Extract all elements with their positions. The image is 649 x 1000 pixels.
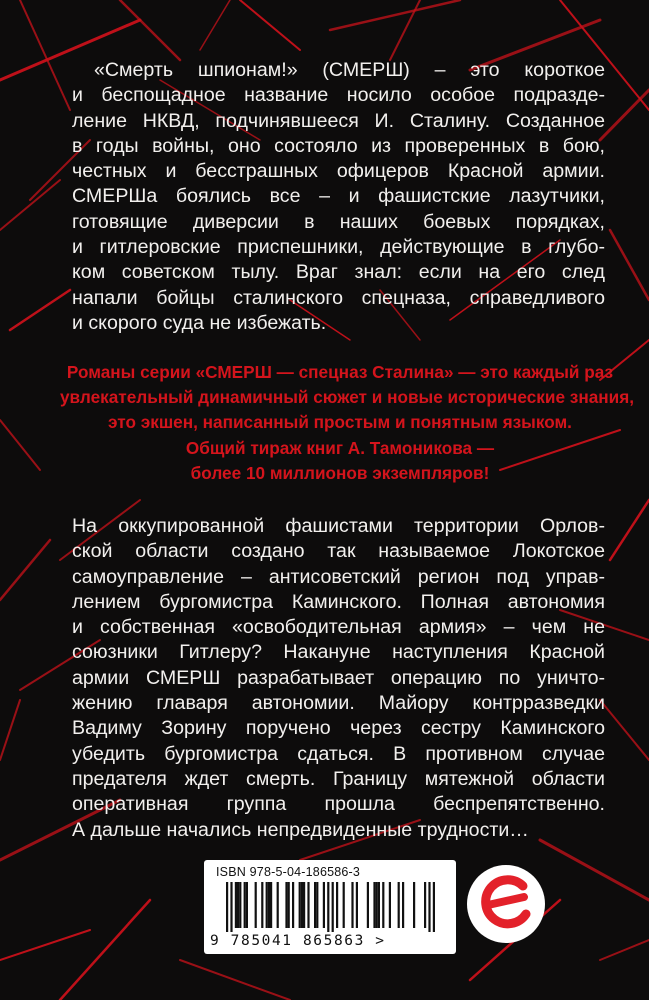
promo-line: более 10 миллионов экземпляров! — [190, 462, 490, 483]
barcode-bar — [235, 882, 237, 928]
text-line: честных и бесстрашных офицеров Красной армии. — [72, 160, 605, 183]
barcode-bar — [424, 882, 426, 928]
scratch-mark — [600, 700, 649, 760]
barcode-bar — [288, 882, 290, 928]
text-line: А дальше начались непредвиденные трудности… — [72, 818, 529, 841]
text-line: СМЕРШа боялись все – и фашистские лазутчики, — [72, 185, 605, 208]
barcode-bar — [292, 882, 294, 928]
text-line: армии СМЕРШ разрабатывает операцию по уничто- — [72, 666, 605, 689]
barcode-bar — [389, 882, 391, 928]
scratch-mark — [0, 420, 40, 470]
eksmo-logo-icon — [466, 864, 546, 944]
scratch-mark — [180, 960, 290, 1000]
scratch-mark — [610, 500, 649, 560]
scratch-mark — [330, 0, 460, 30]
barcode-bar — [230, 882, 232, 932]
barcode-bar — [261, 882, 263, 928]
text-line: и беспощадное название носило особое подразде- — [72, 84, 605, 107]
barcode-bar — [413, 882, 415, 928]
scratch-mark — [0, 700, 20, 760]
scratch-mark — [540, 840, 649, 900]
scratch-mark — [120, 0, 180, 60]
barcode-bar — [314, 882, 316, 928]
scratch-mark — [610, 230, 649, 300]
barcode-bar — [433, 882, 435, 932]
barcode-bar — [373, 882, 375, 928]
barcode-bar — [266, 882, 268, 928]
barcode-bar — [367, 882, 369, 928]
text-line: Вадиму Зорину поручено через сестру Каминского — [72, 717, 605, 740]
barcode-bar — [343, 882, 345, 928]
barcode-bar — [277, 882, 279, 928]
barcode-bar — [239, 882, 241, 928]
barcode-bar — [301, 882, 303, 928]
promo-line: это экшен, написанный простым и понятным языком. — [108, 412, 572, 433]
scratch-mark — [600, 90, 649, 140]
barcode-bar — [244, 882, 246, 928]
scratch-mark — [20, 0, 70, 110]
barcode-bar — [316, 882, 318, 928]
text-line: На оккупированной фашистами территории Орлов- — [72, 515, 605, 537]
text-line: оперативная группа прошла беспрепятственно. — [72, 793, 605, 816]
barcode-bar — [268, 882, 270, 928]
intro-paragraph — [72, 58, 605, 336]
barcode-bar — [382, 882, 384, 928]
promo-line: Общий тираж книг А. Тамоникова — — [185, 437, 495, 458]
barcode-bar — [226, 882, 228, 932]
barcode-bar — [428, 882, 430, 932]
scratch-mark — [0, 180, 60, 230]
barcode-bar — [307, 882, 309, 928]
scratch-mark — [600, 940, 649, 960]
scratch-mark — [0, 930, 90, 960]
barcode-digits: 9 785041 865863 > — [210, 933, 386, 949]
text-line: готовящие диверсии в наших боевых порядках, — [72, 210, 605, 233]
scratch-mark — [390, 0, 420, 60]
scratch-mark — [0, 540, 50, 600]
barcode-bar — [398, 882, 400, 928]
barcode-bar — [323, 882, 325, 928]
text-line: лением бургомистра Каминского. Полная автономия — [72, 590, 605, 613]
barcode-bar — [299, 882, 301, 928]
barcode-bar — [303, 882, 305, 928]
barcode-bar — [378, 882, 380, 928]
text-line: союзники Гитлеру? Накануне наступления Красной — [72, 641, 605, 664]
barcode-bar — [351, 882, 353, 928]
barcode-bar — [270, 882, 272, 928]
barcode-bar — [285, 882, 287, 928]
barcode-bars — [214, 882, 446, 932]
text-line: самоуправление – антисоветский регион под управ- — [72, 565, 605, 588]
barcode-bar — [332, 882, 334, 932]
text-line: «Смерть шпионам!» (СМЕРШ) – это короткое — [94, 59, 605, 81]
isbn-barcode-block — [204, 860, 456, 954]
plot-summary-paragraph — [72, 514, 605, 843]
barcode-bar — [376, 882, 378, 928]
isbn-label: ISBN 978-5-04-186586-3 — [216, 865, 361, 879]
barcode-bar — [402, 882, 404, 928]
barcode-bar — [327, 882, 329, 932]
text-line: и собственная «освободительная армия» – чем не — [72, 616, 605, 639]
promo-line: увлекательный динамичный сюжет и новые исторические знания, — [60, 387, 635, 408]
text-line: жению главаря автономии. Майору контрразведки — [72, 692, 605, 715]
barcode-bar — [336, 882, 338, 928]
barcode-bar — [237, 882, 239, 928]
promo-line: Романы серии «СМЕРШ — спецназ Сталина» — это каждый раз — [66, 362, 614, 382]
text-line: напали бойцы сталинского спецназа, справедливого — [72, 286, 605, 309]
text-line: в годы войны, оно состояло из проверенных в бою, — [72, 134, 605, 157]
scratch-mark — [60, 900, 150, 1000]
text-line: убедить бургомистра сдаться. В противном случае — [72, 742, 605, 765]
barcode-bar — [246, 882, 248, 928]
text-line: ской области создано так называемое Локотское — [72, 540, 605, 563]
barcode-bar — [356, 882, 358, 928]
scratch-mark — [10, 290, 70, 330]
text-line: предателя ждет смерть. Границу мятежной области — [72, 767, 605, 790]
series-promo-text — [60, 360, 635, 486]
barcode-bar — [255, 882, 257, 928]
text-line: ление НКВД, подчинявшееся И. Сталину. Созданное — [72, 109, 605, 132]
scratch-mark — [240, 0, 300, 50]
text-line: и гитлеровские приспешники, действующие в глубо- — [72, 236, 605, 259]
scratch-mark — [200, 0, 230, 50]
text-line: ком советском тылу. Враг знал: если на его след — [72, 261, 605, 284]
text-line: и скорого суда не избежать. — [72, 311, 327, 334]
